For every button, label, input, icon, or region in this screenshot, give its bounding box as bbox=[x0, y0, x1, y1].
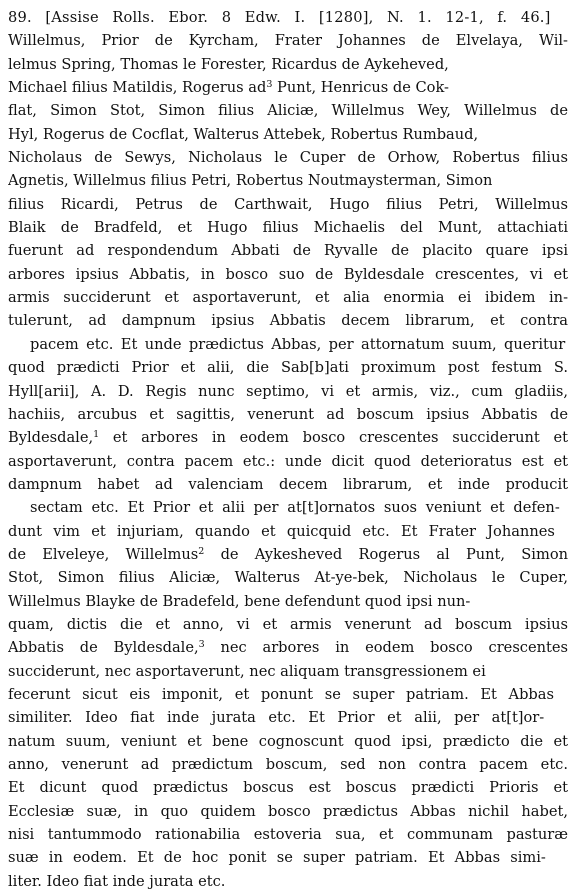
text-line bbox=[8, 216, 568, 239]
line-text: natum suum, veniunt et bene cognoscunt quod ipsi, prædicto die et bbox=[8, 732, 568, 750]
text-line bbox=[8, 263, 568, 286]
text-line bbox=[8, 870, 568, 893]
line-text: hachiis, arcubus et sagittis, venerunt ad boscum ipsius Abbatis de bbox=[8, 405, 568, 423]
text-line bbox=[8, 53, 568, 76]
text-line bbox=[8, 356, 568, 379]
document-page bbox=[8, 6, 568, 893]
text-line bbox=[8, 543, 568, 566]
text-line bbox=[8, 660, 568, 683]
line-text: nisi tantummodo rationabilia estoveria sua, et communam pasturæ bbox=[8, 826, 568, 844]
text-line bbox=[8, 706, 568, 729]
text-line bbox=[8, 29, 568, 52]
line-text: Et dicunt quod prædictus boscus est boscus prædicti Prioris et bbox=[8, 779, 568, 797]
line-text-continuation: et arbores in eodem bosco crescentes succiderunt et bbox=[99, 429, 568, 447]
line-text: Michael filius Matildis, Rogerus ad bbox=[8, 79, 267, 97]
line-text-continuation: de Aykesheved Rogerus al Punt, Simon bbox=[204, 545, 568, 563]
line-text: liter. Ideo fiat inde jurata etc. bbox=[8, 872, 226, 890]
text-line bbox=[8, 730, 568, 753]
line-text: Hyl, Rogerus de Cocflat, Walterus Attebek, Robertus Rumbaud, bbox=[8, 125, 479, 143]
footnote-marker: 3 bbox=[198, 639, 205, 651]
line-text: filius Ricardi, Petrus de Carthwait, Hugo filius Petri, Willelmus bbox=[8, 195, 568, 213]
text-line bbox=[8, 520, 568, 543]
text-line bbox=[8, 309, 568, 332]
line-text: 89. [Assise Rolls. Ebor. 8 Edw. I. [1280], N. 1. 12-1, f. 46.] bbox=[8, 9, 551, 26]
text-line bbox=[8, 613, 568, 636]
text-line bbox=[8, 123, 568, 146]
line-text: de Elveleye, Willelmus bbox=[8, 545, 199, 563]
line-text: Hyll[arii], A. D. Regis nunc septimo, vi et armis, viz., cum gladiis, bbox=[8, 382, 568, 400]
line-text: quam, dictis die et anno, vi et armis venerunt ad boscum ipsius bbox=[8, 615, 568, 633]
line-text: Willelmus Blayke de Bradefeld, bene defendunt quod ipsi nun- bbox=[8, 592, 471, 610]
line-text-continuation: nec arbores in eodem bosco crescentes bbox=[204, 639, 568, 657]
text-line bbox=[8, 193, 568, 216]
footnote-marker: 3 bbox=[266, 79, 273, 91]
text-line bbox=[8, 753, 568, 776]
line-text: dampnum habet ad valenciam decem librarum, et inde producit bbox=[8, 475, 568, 493]
text-line bbox=[8, 590, 568, 613]
line-text: similiter. Ideo fiat inde jurata etc. Et Prior et alii, per at[t]or- bbox=[8, 709, 545, 727]
line-text: Byldesdale, bbox=[8, 429, 94, 447]
text-line bbox=[8, 683, 568, 706]
line-text: Stot, Simon filius Aliciæ, Walterus At-ye-bek, Nicholaus le Cuper, bbox=[8, 569, 568, 587]
text-line bbox=[8, 496, 568, 519]
text-line bbox=[8, 169, 568, 192]
line-text: fuerunt ad respondendum Abbati de Ryvalle de placito quare ipsi bbox=[8, 242, 568, 260]
line-text: tulerunt, ad dampnum ipsius Abbatis decem librarum, et contra bbox=[8, 312, 568, 330]
text-line bbox=[8, 566, 568, 589]
line-text: suæ in eodem. Et de hoc ponit se super patriam. Et Abbas simi- bbox=[8, 849, 546, 867]
text-line bbox=[8, 846, 568, 869]
text-line bbox=[8, 146, 568, 169]
line-text: sectam etc. Et Prior et alii per at[t]ornatos suos veniunt et defen- bbox=[30, 499, 560, 517]
line-text: lelmus Spring, Thomas le Forester, Ricardus de Aykeheved, bbox=[8, 55, 449, 73]
text-line bbox=[8, 636, 568, 659]
line-text: asportaverunt, contra pacem etc.: unde dicit quod deterioratus est et bbox=[8, 452, 568, 470]
line-text-continuation: Punt, Henricus de Cok- bbox=[272, 79, 449, 97]
text-line bbox=[8, 239, 568, 262]
line-text: Nicholaus de Sewys, Nicholaus le Cuper de Orhow, Robertus filius bbox=[8, 149, 568, 167]
text-line bbox=[8, 800, 568, 823]
text-line bbox=[8, 76, 568, 99]
line-text: pacem etc. Et unde prædictus Abbas, per attornatum suum, queritur bbox=[30, 335, 566, 353]
text-line bbox=[8, 823, 568, 846]
line-text: Willelmus, Prior de Kyrcham, Frater Johannes de Elvelaya, Wil- bbox=[8, 32, 568, 50]
line-text: armis succiderunt et asportaverunt, et alia enormia ei ibidem in- bbox=[8, 289, 568, 307]
text-line bbox=[8, 333, 568, 356]
text-line bbox=[8, 473, 568, 496]
line-text: anno, venerunt ad prædictum boscum, sed non contra pacem etc. bbox=[8, 756, 568, 773]
record-reference-line bbox=[8, 6, 568, 29]
text-line bbox=[8, 99, 568, 122]
footnote-marker: 1 bbox=[93, 429, 100, 441]
text-line bbox=[8, 403, 568, 426]
footnote-marker: 2 bbox=[198, 545, 205, 557]
line-text: Blaik de Bradfeld, et Hugo filius Michaelis del Munt, attachiati bbox=[8, 219, 568, 237]
line-text: succiderunt, nec asportaverunt, nec aliquam transgressionem ei bbox=[8, 662, 486, 680]
line-text: dunt vim et injuriam, quando et quicquid etc. Et Frater Johannes bbox=[8, 522, 555, 540]
line-text: Ecclesiæ suæ, in quo quidem bosco prædictus Abbas nichil habet, bbox=[8, 802, 568, 820]
line-text: fecerunt sicut eis imponit, et ponunt se super patriam. Et Abbas bbox=[8, 685, 554, 703]
text-line bbox=[8, 450, 568, 473]
line-text: quod prædicti Prior et alii, die Sab[b]ati proximum post festum S. bbox=[8, 359, 568, 377]
text-line bbox=[8, 426, 568, 449]
text-line bbox=[8, 286, 568, 309]
text-line bbox=[8, 776, 568, 799]
line-text: flat, Simon Stot, Simon filius Aliciæ, Willelmus Wey, Willelmus de bbox=[8, 102, 568, 120]
line-text: arbores ipsius Abbatis, in bosco suo de Byldesdale crescentes, vi et bbox=[8, 265, 568, 283]
text-line bbox=[8, 380, 568, 403]
line-text: Agnetis, Willelmus filius Petri, Robertus Noutmaysterman, Simon bbox=[8, 172, 493, 190]
line-text: Abbatis de Byldesdale, bbox=[8, 639, 199, 657]
